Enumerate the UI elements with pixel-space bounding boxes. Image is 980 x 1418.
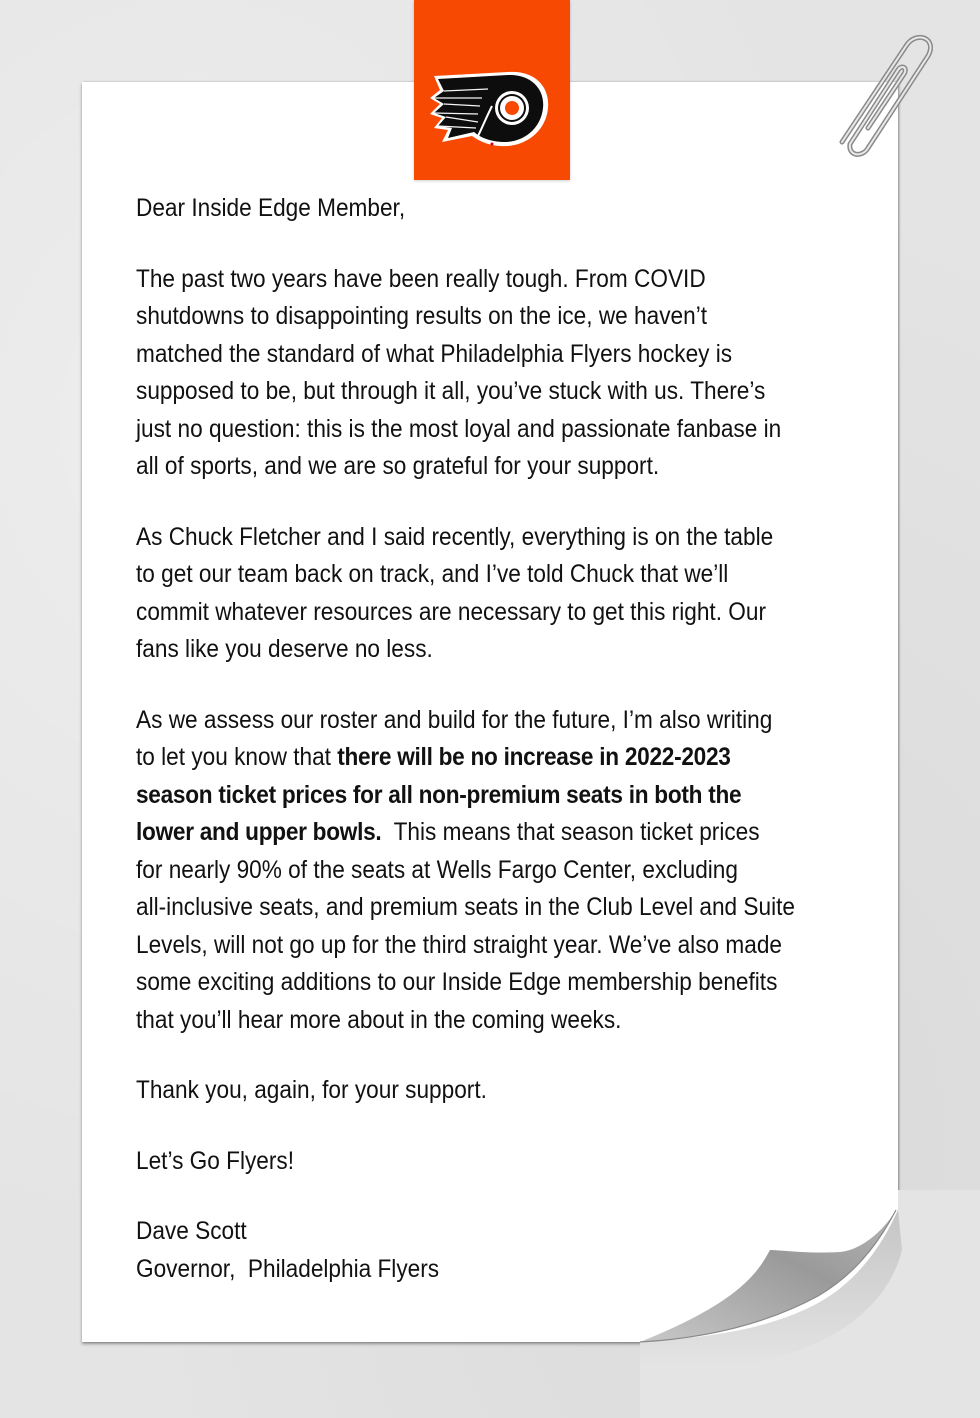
salutation: Dear Inside Edge Member, bbox=[136, 194, 406, 222]
closing-line: Let’s Go Flyers! bbox=[136, 1146, 295, 1175]
text-line: fans like you deserve no less. bbox=[136, 635, 433, 663]
bold-announcement: season ticket prices for all non-premium seats in both the bbox=[136, 780, 742, 809]
letter-body bbox=[136, 190, 878, 1288]
signature-block bbox=[136, 1213, 878, 1288]
paragraph-2 bbox=[136, 519, 878, 669]
bold-announcement: lower and upper bowls. bbox=[136, 818, 382, 846]
flyers-logo-icon bbox=[428, 66, 552, 152]
signature-title: Governor, Philadelphia Flyers bbox=[136, 1254, 440, 1283]
text-line: that you’ll hear more about in the coming weeks. bbox=[136, 1005, 622, 1034]
text-line: all of sports, and we are so grateful for your support. bbox=[136, 452, 660, 480]
paperclip-icon bbox=[828, 24, 940, 164]
text-line: shutdowns to disappointing results on the ice, we haven’t bbox=[136, 302, 708, 330]
text-line: matched the standard of what Philadelphia Flyers hockey is bbox=[136, 339, 733, 368]
text-line: commit whatever resources are necessary to get this right. Our bbox=[136, 597, 766, 626]
signature-name: Dave Scott bbox=[136, 1217, 247, 1245]
text-line: supposed to be, but through it all, you’ve stuck with us. There’s bbox=[136, 377, 766, 405]
thanks-line: Thank you, again, for your support. bbox=[136, 1076, 487, 1104]
text-line bbox=[136, 814, 878, 852]
brand-tab bbox=[414, 0, 570, 180]
text-line: for nearly 90% of the seats at Wells Fargo Center, excluding bbox=[136, 855, 738, 884]
text-line: As Chuck Fletcher and I said recently, everything is on the table bbox=[136, 522, 774, 551]
text-line: just no question: this is the most loyal and passionate fanbase in bbox=[136, 414, 782, 443]
text-line: Levels, will not go up for the third straight year. We’ve also made bbox=[136, 930, 782, 959]
text-line: some exciting additions to our Inside Edge membership benefits bbox=[136, 968, 778, 996]
text-line bbox=[136, 739, 878, 777]
text-line: to get our team back on track, and I’ve told Chuck that we’ll bbox=[136, 560, 729, 588]
paragraph-3 bbox=[136, 702, 878, 1040]
text-line: The past two years have been really tough. From COVID bbox=[136, 264, 706, 293]
text-line: As we assess our roster and build for the future, I’m also writing bbox=[136, 705, 773, 734]
bold-announcement: there will be no increase in 2022-2023 bbox=[337, 743, 731, 771]
text-line: all-inclusive seats, and premium seats in the Club Level and Suite bbox=[136, 893, 795, 921]
plain-text: This means that season ticket prices bbox=[381, 818, 760, 846]
paragraph-1 bbox=[136, 261, 878, 486]
plain-text: to let you know that bbox=[136, 743, 338, 771]
